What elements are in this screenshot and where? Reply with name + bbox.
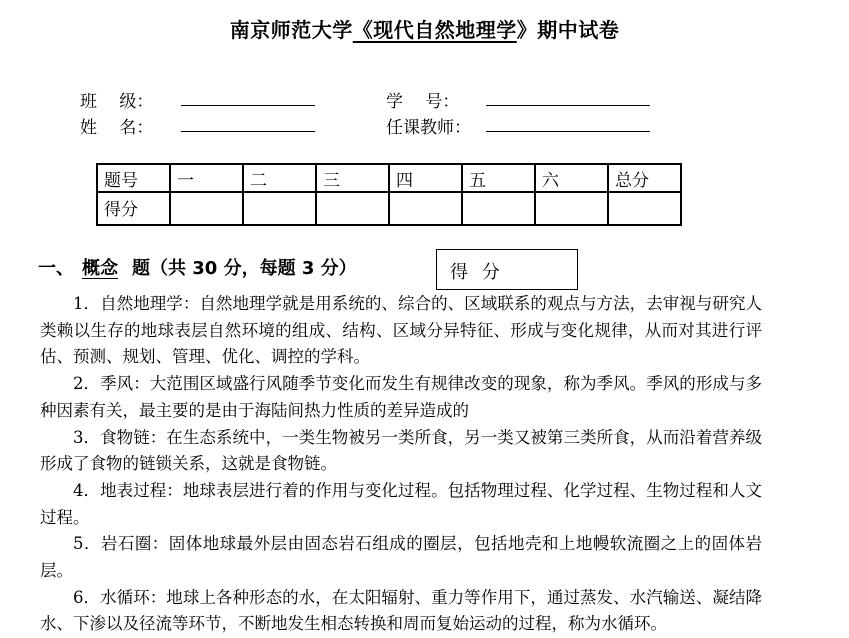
score-header-cell: 二	[243, 164, 316, 192]
concept-item: 6．水循环：地球上各种形态的水，在太阳辐射、重力等作用下，通过蒸发、水汽输送、凝结降水、下渗以及径流等环节，不断地发生相态转换和周而复始运动的过程，称为水循环。	[40, 587, 762, 634]
score-cell[interactable]	[535, 192, 608, 225]
exam-title	[0, 14, 849, 43]
exam-title-course: 《现代自然地理学	[352, 18, 517, 42]
student-id-label: 学 号：	[386, 92, 460, 112]
concept-item: 4．地表过程：地球表层进行着的作用与变化过程。包括物理过程、化学过程、生物过程和人文过程。	[40, 480, 762, 527]
score-header-cell: 总分	[608, 164, 681, 192]
class-label: 班 级：	[80, 92, 154, 112]
score-header-cell: 三	[316, 164, 389, 192]
section-keyword: 概念	[82, 258, 118, 279]
score-row-label: 得分	[97, 192, 170, 225]
student-id-field[interactable]	[486, 104, 650, 106]
section-score-box[interactable]	[436, 249, 578, 290]
concept-item: 3．食物链：在生态系统中，一类生物被另一类所食，另一类又被第三类所食，从而沿着营养级形成了食物的链锁关系，这就是食物链。	[40, 427, 762, 474]
concept-item: 5．岩石圈：固体地球最外层由固态岩石组成的圈层，包括地壳和上地幔软流圈之上的固体岩层。	[40, 534, 762, 581]
score-cell[interactable]	[608, 192, 681, 225]
score-cell[interactable]	[243, 192, 316, 225]
score-cell[interactable]	[316, 192, 389, 225]
teacher-label: 任课教师：	[386, 118, 471, 138]
score-table-score-row	[97, 192, 681, 225]
score-header-cell: 题号	[97, 164, 170, 192]
score-header-cell: 四	[389, 164, 462, 192]
score-cell[interactable]	[170, 192, 243, 225]
name-field[interactable]	[181, 130, 315, 132]
section-heading	[38, 254, 357, 280]
concept-item: 1．自然地理学：自然地理学就是用系统的、综合的、区域联系的观点与方法，去审视与研究人类赖以生存的地球表层自然环境的组成、结构、区域分异特征、形成与变化规律，从而对其进行评估、预测、规划、管理、优化、调控的学科。	[40, 294, 762, 367]
concept-item: 2．季风：大范围区域盛行风随季节变化而发生有规律改变的现象，称为季风。季风的形成与多种因素有关，最主要的是由于海陆间热力性质的差异造成的	[40, 374, 762, 420]
concept-list	[40, 291, 762, 638]
section-score-label: 得 分	[450, 262, 504, 283]
score-header-cell: 一	[170, 164, 243, 192]
section-heading-rest: 题（共 30 分，每题 3 分）	[132, 258, 357, 279]
score-header-cell: 五	[462, 164, 535, 192]
name-label: 姓 名：	[80, 118, 154, 138]
score-table-header-row	[97, 164, 681, 192]
score-cell[interactable]	[389, 192, 462, 225]
exam-title-prefix: 南京师范大学	[229, 18, 353, 42]
class-field[interactable]	[181, 104, 315, 106]
teacher-field[interactable]	[486, 130, 650, 132]
exam-title-suffix: 》期中试卷	[516, 18, 620, 42]
score-cell[interactable]	[462, 192, 535, 225]
section-number: 一、	[38, 258, 74, 279]
score-table	[96, 163, 682, 226]
score-header-cell: 六	[535, 164, 608, 192]
